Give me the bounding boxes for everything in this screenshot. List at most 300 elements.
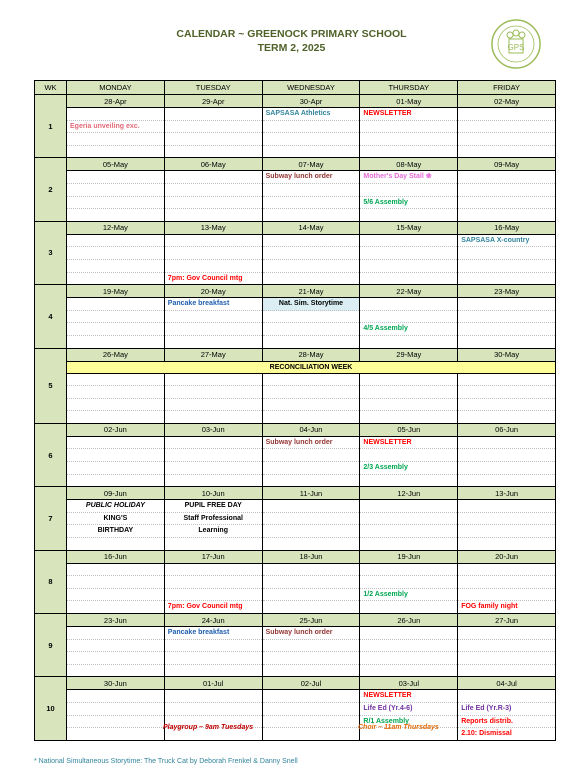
event-slot — [263, 374, 360, 387]
day-cell — [67, 563, 165, 613]
day-cell — [360, 108, 458, 158]
event-slot — [67, 462, 164, 475]
day-cell — [360, 436, 458, 486]
week-events-row — [35, 563, 556, 613]
calendar-event: 2.10: Dismissal — [461, 730, 512, 738]
week-date-row — [35, 285, 556, 298]
date-header: 21-May — [262, 285, 360, 298]
day-cell — [458, 627, 556, 677]
event-slot — [458, 247, 555, 260]
playgroup-note: Playgroup – 9am Tuesdays — [163, 724, 254, 731]
date-header: 17-Jun — [164, 550, 262, 563]
week-date-row — [35, 423, 556, 436]
event-slot — [263, 564, 360, 577]
event-slot — [165, 235, 262, 248]
event-slot — [67, 171, 164, 184]
event-slot — [360, 411, 457, 423]
event-slot — [165, 703, 262, 716]
event-slot — [165, 399, 262, 412]
event-slot — [263, 336, 360, 348]
event-slot — [360, 652, 457, 665]
day-cell — [262, 436, 360, 486]
event-slot — [458, 576, 555, 589]
event-slot — [360, 209, 457, 221]
calendar-event: Subway lunch order — [263, 437, 360, 450]
day-cell — [360, 690, 458, 740]
date-header: 28-Apr — [67, 95, 165, 108]
date-header: 06-May — [164, 158, 262, 171]
event-slot — [458, 538, 555, 550]
reconciliation-week-banner: RECONCILIATION WEEK — [67, 362, 555, 374]
date-header: 29-Apr — [164, 95, 262, 108]
calendar-event: PUPIL FREE DAY — [165, 500, 262, 513]
event-slot — [458, 652, 555, 665]
date-header: 05-May — [67, 158, 165, 171]
event-slot — [458, 399, 555, 412]
week-events-row — [35, 108, 556, 158]
event-slot — [360, 627, 457, 640]
event-slot — [360, 640, 457, 653]
svg-text:GPS: GPS — [507, 43, 525, 52]
event-slot — [458, 475, 555, 487]
day-cell — [360, 500, 458, 550]
calendar-event: Subway lunch order — [263, 627, 360, 640]
day-cell — [262, 234, 360, 284]
event-slot — [458, 411, 555, 423]
event-slot — [263, 197, 360, 210]
day-cell — [458, 298, 556, 348]
day-cell — [262, 298, 360, 348]
date-header: 20-Jun — [458, 550, 556, 563]
date-header: 06-Jun — [458, 423, 556, 436]
event-slot — [67, 716, 164, 729]
event-slot — [67, 411, 164, 423]
event-slot — [458, 690, 555, 703]
date-header: 25-Jun — [262, 614, 360, 627]
event-slot — [360, 121, 457, 134]
event-slot — [360, 260, 457, 273]
calendar-event: SAPSASA X-country — [458, 235, 555, 248]
week-events-row — [35, 171, 556, 221]
event-slot — [165, 336, 262, 348]
date-header: 04-Jul — [458, 677, 556, 690]
week-number: 1 — [35, 95, 67, 158]
date-header: 09-Jun — [67, 487, 165, 500]
event-slot — [458, 273, 555, 285]
event-slot — [458, 184, 555, 197]
event-slot — [263, 589, 360, 602]
calendar-event: Pancake breakfast — [165, 298, 262, 311]
day-cell — [458, 108, 556, 158]
date-header: 02-Jul — [262, 677, 360, 690]
week-events-row — [35, 234, 556, 284]
calendar-event: 7pm: Gov Council mtg — [167, 603, 243, 611]
event-slot — [263, 260, 360, 273]
calendar-event: FOG family night — [461, 603, 518, 611]
date-header: 15-May — [360, 221, 458, 234]
date-header: 09-May — [458, 158, 556, 171]
event-slot — [263, 399, 360, 412]
day-column-header-tuesday: TUESDAY — [164, 81, 262, 95]
event-slot — [360, 564, 457, 577]
date-header: 12-May — [67, 221, 165, 234]
date-header: 05-Jun — [360, 423, 458, 436]
day-cell — [164, 436, 262, 486]
event-slot — [67, 640, 164, 653]
day-cell — [458, 500, 556, 550]
event-slot — [67, 336, 164, 348]
event-slot — [360, 538, 457, 550]
event-slot — [67, 146, 164, 158]
event-slot — [458, 298, 555, 311]
event-slot — [165, 665, 262, 677]
event-slot — [263, 665, 360, 677]
day-cell — [164, 627, 262, 677]
event-slot — [67, 627, 164, 640]
date-header: 23-Jun — [67, 614, 165, 627]
date-header: 14-May — [262, 221, 360, 234]
event-slot — [263, 449, 360, 462]
event-slot — [360, 146, 457, 158]
day-column-header-thursday: THURSDAY — [360, 81, 458, 95]
day-cell — [67, 234, 165, 284]
event-slot — [458, 513, 555, 526]
event-slot — [360, 449, 457, 462]
date-header: 22-May — [360, 285, 458, 298]
calendar-event: PUBLIC HOLIDAY — [67, 500, 164, 513]
event-slot — [165, 184, 262, 197]
calendar-event: Life Ed (Yr.R-3) — [458, 703, 555, 716]
day-cell — [458, 171, 556, 221]
event-slot — [165, 564, 262, 577]
week-date-row — [35, 95, 556, 108]
week-date-row — [35, 677, 556, 690]
event-slot — [67, 311, 164, 324]
event-slot — [263, 311, 360, 324]
event-slot — [67, 665, 164, 677]
date-header: 01-May — [360, 95, 458, 108]
event-slot — [165, 411, 262, 423]
date-header: 02-Jun — [67, 423, 165, 436]
calendar-event: NEWSLETTER — [360, 108, 457, 121]
date-header: 03-Jul — [360, 677, 458, 690]
event-slot — [360, 601, 457, 613]
day-cell — [262, 690, 360, 740]
event-slot — [458, 336, 555, 348]
event-slot — [165, 197, 262, 210]
event-slot — [263, 133, 360, 146]
event-slot — [263, 247, 360, 260]
event-slot — [165, 247, 262, 260]
calendar-event: 2/3 Assembly — [360, 462, 457, 475]
event-slot — [360, 298, 457, 311]
event-slot — [67, 386, 164, 399]
event-slot — [67, 601, 164, 613]
calendar-event: 1/2 Assembly — [360, 589, 457, 602]
event-slot — [360, 386, 457, 399]
week-date-row — [35, 487, 556, 500]
week-number: 2 — [35, 158, 67, 221]
event-slot — [67, 247, 164, 260]
event-slot — [360, 184, 457, 197]
event-slot — [263, 640, 360, 653]
event-slot — [458, 197, 555, 210]
day-cell — [458, 690, 556, 740]
week-events-row — [35, 690, 556, 740]
day-cell — [164, 108, 262, 158]
day-cell — [262, 627, 360, 677]
event-slot — [263, 601, 360, 613]
event-slot — [263, 184, 360, 197]
event-slot — [263, 386, 360, 399]
calendar-event: Subway lunch order — [263, 171, 360, 184]
day-cell — [262, 171, 360, 221]
event-slot — [458, 133, 555, 146]
event-slot — [165, 386, 262, 399]
event-slot — [263, 652, 360, 665]
date-header: 30-May — [458, 348, 556, 361]
event-slot — [165, 311, 262, 324]
day-cell — [458, 563, 556, 613]
event-slot — [165, 690, 262, 703]
event-slot — [67, 133, 164, 146]
day-cell — [67, 627, 165, 677]
event-slot — [263, 728, 360, 740]
calendar-event: NEWSLETTER — [360, 690, 457, 703]
page-subtitle: TERM 2, 2025 — [257, 42, 326, 54]
day-cell — [262, 500, 360, 550]
week-number: 10 — [35, 677, 67, 740]
event-slot — [67, 399, 164, 412]
day-cell — [262, 108, 360, 158]
date-header: 26-May — [67, 348, 165, 361]
date-header: 20-May — [164, 285, 262, 298]
week-number: 3 — [35, 221, 67, 284]
calendar-table — [34, 80, 556, 741]
event-slot — [165, 209, 262, 221]
event-slot — [458, 374, 555, 387]
event-slot — [458, 437, 555, 450]
day-cell — [67, 436, 165, 486]
day-cell — [360, 234, 458, 284]
event-slot — [360, 133, 457, 146]
event-slot — [458, 449, 555, 462]
date-header: 29-May — [360, 348, 458, 361]
date-header: 12-Jun — [360, 487, 458, 500]
date-header: 30-Jun — [67, 677, 165, 690]
calendar-event: Pancake breakfast — [165, 627, 262, 640]
week-date-row — [35, 221, 556, 234]
event-slot — [458, 640, 555, 653]
day-cell — [360, 298, 458, 348]
event-slot — [360, 374, 457, 387]
date-header: 18-Jun — [262, 550, 360, 563]
date-header: 13-May — [164, 221, 262, 234]
event-slot — [360, 311, 457, 324]
event-slot — [165, 146, 262, 158]
day-cell — [360, 627, 458, 677]
date-header: 30-Apr — [262, 95, 360, 108]
event-slot — [67, 703, 164, 716]
event-slot — [67, 209, 164, 221]
day-cell — [262, 563, 360, 613]
date-header: 26-Jun — [360, 614, 458, 627]
day-cell — [164, 234, 262, 284]
date-header: 07-May — [262, 158, 360, 171]
week-date-row — [35, 348, 556, 361]
day-cell — [164, 500, 262, 550]
event-slot — [67, 235, 164, 248]
event-slot — [360, 475, 457, 487]
week-date-row — [35, 614, 556, 627]
calendar-event: Staff Professional — [165, 513, 262, 526]
week-events-row — [35, 436, 556, 486]
event-slot — [165, 108, 262, 121]
calendar-event: BIRTHDAY — [67, 525, 164, 538]
date-header: 01-Jul — [164, 677, 262, 690]
week-number: 9 — [35, 614, 67, 677]
calendar-event: KING'S — [67, 513, 164, 526]
calendar-event: SAPSASA Athletics — [263, 108, 360, 121]
event-slot — [458, 627, 555, 640]
event-slot — [165, 576, 262, 589]
event-slot — [165, 652, 262, 665]
event-slot — [165, 133, 262, 146]
event-slot — [360, 513, 457, 526]
event-slot — [67, 690, 164, 703]
week-events-row — [35, 500, 556, 550]
date-header: 23-May — [458, 285, 556, 298]
day-cell — [458, 234, 556, 284]
event-slot — [263, 525, 360, 538]
date-header: 11-Jun — [262, 487, 360, 500]
week-number: 6 — [35, 423, 67, 486]
day-cell — [67, 171, 165, 221]
school-logo — [490, 18, 542, 70]
calendar-event: Nat. Sim. Storytime — [263, 298, 360, 311]
week-events-row — [35, 298, 556, 348]
date-header: 16-May — [458, 221, 556, 234]
event-slot — [67, 652, 164, 665]
event-slot — [67, 449, 164, 462]
date-header: 19-Jun — [360, 550, 458, 563]
event-slot — [263, 690, 360, 703]
event-slot — [165, 374, 262, 387]
storytime-footnote: * National Simultaneous Storytime: The Truck Cat by Deborah Frenkel & Danny Snell — [34, 758, 298, 765]
date-header: 08-May — [360, 158, 458, 171]
day-cell — [360, 563, 458, 613]
event-slot — [67, 323, 164, 336]
event-slot — [263, 703, 360, 716]
event-slot — [360, 235, 457, 248]
calendar-event: Mother's Day Stall ❀ — [360, 171, 457, 184]
event-slot — [360, 525, 457, 538]
page-title: CALENDAR ~ GREENOCK PRIMARY SCHOOL — [176, 28, 407, 40]
event-slot — [67, 437, 164, 450]
event-slot — [165, 475, 262, 487]
week-number: 7 — [35, 487, 67, 550]
event-slot — [67, 197, 164, 210]
calendar-event: Reports distrib. — [458, 716, 555, 729]
event-slot — [458, 589, 555, 602]
week-events-row — [35, 361, 556, 423]
event-slot — [67, 260, 164, 273]
event-slot — [360, 247, 457, 260]
event-slot — [263, 146, 360, 158]
day-cell — [164, 563, 262, 613]
event-slot — [360, 399, 457, 412]
event-slot — [360, 500, 457, 513]
event-slot — [67, 589, 164, 602]
event-slot — [67, 576, 164, 589]
choir-note: Choir – 11am Thursdays — [358, 724, 439, 731]
event-slot — [263, 538, 360, 550]
event-slot — [263, 411, 360, 423]
calendar-event: R/1 Assembly — [360, 716, 457, 729]
event-slot — [165, 171, 262, 184]
event-slot — [458, 665, 555, 677]
event-slot — [458, 323, 555, 336]
week-date-row — [35, 158, 556, 171]
event-slot — [165, 121, 262, 134]
week-number: 4 — [35, 285, 67, 348]
date-header: 24-Jun — [164, 614, 262, 627]
event-slot — [263, 323, 360, 336]
event-slot — [263, 475, 360, 487]
day-cell — [67, 500, 165, 550]
event-slot — [165, 538, 262, 550]
day-cell — [164, 298, 262, 348]
week-events-row — [35, 627, 556, 677]
week-column-header: WK — [35, 81, 67, 95]
event-slot — [67, 273, 164, 285]
date-header: 13-Jun — [458, 487, 556, 500]
event-slot — [67, 184, 164, 197]
event-slot — [67, 538, 164, 550]
week-number: 8 — [35, 550, 67, 613]
event-slot — [165, 449, 262, 462]
event-slot — [458, 108, 555, 121]
day-cell — [67, 690, 165, 740]
event-slot — [165, 462, 262, 475]
event-slot — [360, 665, 457, 677]
event-slot — [67, 108, 164, 121]
day-cell — [164, 690, 262, 740]
event-slot — [263, 121, 360, 134]
event-slot — [263, 513, 360, 526]
event-slot — [458, 311, 555, 324]
day-cell — [458, 436, 556, 486]
event-slot — [458, 500, 555, 513]
event-slot — [458, 260, 555, 273]
date-header: 28-May — [262, 348, 360, 361]
day-column-header-monday: MONDAY — [67, 81, 165, 95]
event-slot — [360, 576, 457, 589]
event-slot — [263, 462, 360, 475]
event-slot — [67, 564, 164, 577]
date-header: 10-Jun — [164, 487, 262, 500]
event-slot — [263, 716, 360, 729]
date-header: 04-Jun — [262, 423, 360, 436]
event-slot — [458, 462, 555, 475]
event-slot — [263, 576, 360, 589]
calendar-event: Life Ed (Yr.4-6) — [360, 703, 457, 716]
day-cell — [67, 298, 165, 348]
calendar-event: Egeria unveiling exc. — [67, 121, 164, 134]
event-slot — [458, 564, 555, 577]
date-header: 03-Jun — [164, 423, 262, 436]
day-cell — [67, 108, 165, 158]
